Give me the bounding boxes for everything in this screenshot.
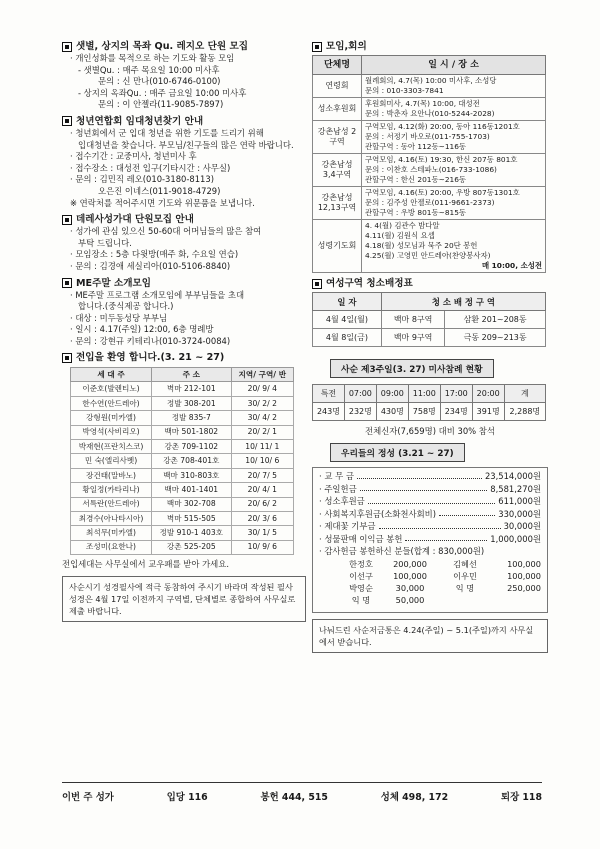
cleaning-section [312, 277, 548, 347]
group-name: 연령회 [313, 75, 362, 98]
attendance-value: 234명 [440, 403, 472, 421]
offering-amount: 1,000,000원 [490, 533, 541, 544]
hymn-label: 이번 주 성가 [62, 792, 114, 803]
text-line: 오은진 이네스(011-9018-4729) [98, 185, 221, 196]
hymn-recessional: 퇴장 118 [501, 792, 542, 803]
meeting-row [313, 98, 546, 121]
meeting-info [362, 98, 546, 121]
welcome-footer: 전입세대는 사무실에서 교우패를 받아 가세요. [62, 559, 230, 570]
square-bullet-icon [62, 215, 72, 225]
offering-row [319, 533, 541, 546]
table-cell: 20/ 6/ 2 [231, 497, 293, 511]
table-cell: 20/ 7/ 5 [231, 468, 293, 482]
table-cell: 백마 310-803호 [152, 468, 232, 482]
table-row [71, 483, 294, 497]
table-cell: 박재현(프란치스코) [71, 440, 152, 454]
table-cell: 장건태(말바노) [71, 468, 152, 482]
group-name: 강촌남성 3,4구역 [313, 154, 362, 187]
table-cell: 10/ 9/ 6 [231, 540, 293, 554]
table-cell: 강촌 708-401호 [152, 454, 232, 468]
table-cell: 백마 501-1802 [152, 425, 232, 439]
text-line: - 샛별Qu. : 매주 목요일 10:00 미사후 [78, 64, 220, 75]
section-title: ME주말 소개모임 [76, 277, 152, 289]
meeting-row [313, 154, 546, 187]
table-cell: 30/ 1/ 5 [231, 526, 293, 540]
info-line: 문의 : 010-3303-7841 [365, 86, 444, 95]
attendance-header: 특전 [313, 385, 345, 403]
table-row [71, 497, 294, 511]
donor-cell: 100,000 [507, 558, 541, 569]
attendance-title: 사순 제3주일(3. 27) 미사참례 현황 [330, 359, 494, 378]
donor-cell: 익 명 [351, 594, 371, 605]
info-line: 매 10:00, 소성전 [481, 261, 542, 270]
text-line: · 성가에 관심 있으신 50-60대 어머님들의 많은 참여 [70, 226, 262, 237]
info-line: 후원회미사, 4.7(목) 10:00, 대성전 [365, 99, 480, 108]
meeting-info [362, 121, 546, 154]
attendance-section [312, 351, 548, 437]
square-bullet-icon [62, 42, 72, 52]
donor-cell [435, 594, 495, 606]
table-cell: 민 숙(엘리사벳) [71, 454, 152, 468]
donor-cell: 100,000 [393, 570, 427, 581]
group-name: 강촌남성 2구역 [313, 121, 362, 154]
text-line: · 일시 : 4.17(주일) 12:00, 6층 명례방 [70, 324, 214, 335]
dotted-leader [360, 483, 488, 492]
table-row [71, 425, 294, 439]
offering-box [312, 467, 548, 613]
group-name: 강촌남성 12,13구역 [313, 187, 362, 220]
hymn-entrance: 입당 116 [166, 792, 208, 803]
table-row [71, 468, 294, 482]
text-line: · 개인성화를 목적으로 하는 기도와 활동 모임 [70, 53, 235, 63]
table-cell: 20/ 3/ 6 [231, 511, 293, 525]
dotted-leader [405, 533, 487, 542]
section-title: 데레사성가대 단원모집 안내 [76, 214, 194, 226]
attendance-header: 20:00 [472, 385, 504, 403]
meeting-info [362, 220, 546, 273]
text-line: · ME주말 프로그램 소개모임에 부부님들을 초대 [70, 289, 245, 300]
attendance-value: 430명 [376, 403, 408, 421]
table-cell: 10/ 10/ 6 [231, 454, 293, 468]
info-line: 월례회의, 4.7(목) 10:00 미사후, 소성당 [365, 76, 497, 85]
table-row [71, 511, 294, 525]
attendance-header: 11:00 [408, 385, 440, 403]
column-header: 주 소 [152, 368, 232, 382]
text-line: - 상지의 옥좌Qu. : 매주 금요일 10:00 미사후 [78, 87, 247, 98]
choir-recruit-section [62, 213, 306, 272]
thanks-line: · 감사헌금 봉헌하신 분들(합계 : 830,000원) [319, 546, 485, 556]
text-line: 문의 : 이 안젤라(11-9085-7897) [98, 99, 224, 110]
square-bullet-icon [62, 116, 72, 126]
offering-name: · 성물판매 이익금 봉헌 [319, 533, 403, 544]
column-header: 일 시 / 장 소 [362, 56, 546, 75]
info-line: 관할구역 : 우방 801동~815동 [365, 208, 467, 217]
attendance-header: 09:00 [376, 385, 408, 403]
meeting-info [362, 154, 546, 187]
meeting-info [362, 75, 546, 98]
table-cell: 정발 910-1 403호 [152, 526, 232, 540]
offering-amount: 8,581,270원 [490, 483, 541, 494]
offering-amount: 330,000원 [498, 508, 541, 519]
table-cell: 백마 302-708 [152, 497, 232, 511]
attendance-value: 758명 [408, 403, 440, 421]
text-line: · 문의 : 김민직 레오(010-3180-8113) [70, 174, 214, 185]
table-row [71, 440, 294, 454]
section-title: 청년연합회 임대청년찾기 안내 [76, 115, 204, 127]
offering-row [319, 483, 541, 496]
offering-name: · 교 무 금 [319, 471, 354, 481]
info-line: 문의 : 김주성 안젤로(011-9661-2373) [365, 198, 495, 207]
table-cell: 한수연(안드레아) [71, 396, 152, 410]
square-bullet-icon [62, 278, 72, 288]
table-cell: 4월 8일(금) [313, 329, 382, 347]
table-cell: 백마 9구역 [381, 329, 444, 347]
table-cell: 강형원(미카엘) [71, 411, 152, 425]
square-bullet-icon [312, 279, 322, 289]
cleaning-table [312, 292, 546, 347]
donor-cell: 박영순 [349, 582, 373, 593]
meeting-section [312, 40, 548, 273]
text-line: · 청년회에서 군 입대 청년을 위한 기도를 드리기 위해 [70, 127, 264, 138]
column-header: 단체명 [313, 56, 362, 75]
attendance-header: 17:00 [440, 385, 472, 403]
section-title: 모임,회의 [326, 41, 367, 52]
info-line: 문의 : 이찬호 스테파노(016-733-1086) [365, 165, 497, 174]
donor-cell: 김혜선 [453, 558, 477, 569]
text-line: ※ 연락처를 적어주시면 기도와 위문품을 보냅니다. [70, 197, 255, 208]
table-row [71, 454, 294, 468]
donor-cell: 이우민 [453, 570, 477, 581]
hymn-communion: 성체 498, 172 [380, 792, 449, 803]
donor-cell: 30,000 [395, 582, 425, 593]
donor-grid [337, 558, 541, 606]
table-cell: 30/ 4/ 2 [231, 411, 293, 425]
cleaning-row [313, 329, 546, 347]
info-line: 문의 : 박춘자 요안나(010-5244-2028) [365, 109, 495, 118]
table-row [71, 411, 294, 425]
table-cell: 정발 308-201 [152, 396, 232, 410]
left-column [62, 40, 306, 622]
table-cell: 박영석(사비리오) [71, 425, 152, 439]
column-header: 지역/ 구역/ 반 [231, 368, 293, 382]
attendance-header: 07:00 [344, 385, 376, 403]
meeting-row [313, 187, 546, 220]
text-line: · 접수장소 : 대성전 입구(기타시간 : 사무실) [70, 162, 231, 173]
table-cell: 삼환 201~208동 [445, 311, 546, 329]
square-bullet-icon [62, 353, 72, 363]
table-row [71, 396, 294, 410]
table-row [71, 540, 294, 554]
lent-savings-notice: 나눠드린 사순저금통은 4.24(주일) ~ 5.1(주일)까지 사무실에서 받습니다. [312, 619, 548, 653]
table-cell: 벽마 515-505 [152, 511, 232, 525]
text-line: 부탁 드립니다. [78, 237, 132, 248]
info-line: 구역모임, 4.12(화) 20:00, 동아 116동1201호 [365, 122, 520, 131]
table-cell: 30/ 2/ 2 [231, 396, 293, 410]
bible-copy-notice: 사순시기 성경필사에 적극 동참하여 주시기 바라며 작성된 필사성경은 4월 17일 이전까지 구역별, 단체별로 종합하여 사무실로 제출 바랍니다. [62, 576, 306, 622]
text-line: 합니다.(중식제공 합니다.) [78, 301, 174, 312]
offering-amount: 23,514,000원 [484, 471, 541, 481]
attendance-value: 243명 [313, 403, 345, 421]
table-cell: 4월 4일(월) [313, 311, 382, 329]
text-line: · 모임장소 : 5층 다윗방(매주 화, 수요일 연습) [70, 249, 239, 260]
donor-cell: 100,000 [507, 570, 541, 581]
me-weekend-section [62, 277, 306, 348]
table-cell: 이준호(발렌티노) [71, 382, 152, 396]
attendance-header: 계 [504, 385, 545, 403]
hymn-offertory: 봉헌 444, 515 [260, 792, 328, 803]
table-cell: 최경수(아나타시아) [71, 511, 152, 525]
info-line: 4.18(월) 성모님과 묵주 20단 봉헌 [365, 241, 478, 250]
dotted-leader [439, 508, 495, 517]
dotted-leader [357, 470, 482, 479]
text-line: 입대청년을 찾습니다. 부모님/친구들의 많은 연락 바랍니다. [78, 139, 294, 150]
info-line: 구역모임, 4.16(토) 19:30, 한신 207동 801호 [365, 155, 518, 164]
section-title: 샛별, 상지의 목좌 Qu. 레지오 단원 모집 [76, 41, 249, 52]
info-line: 구역모임, 4.16(토) 20:00, 우방 807동1301호 [365, 188, 520, 197]
attendance-value: 2,288명 [504, 403, 545, 421]
table-cell: 강촌 709-1102 [152, 440, 232, 454]
table-cell: 20/ 4/ 1 [231, 483, 293, 497]
cleaning-row [313, 311, 546, 329]
dotted-leader [379, 520, 501, 529]
meeting-info [362, 187, 546, 220]
table-cell: 황일정(카타리나) [71, 483, 152, 497]
text-line: · 문의 : 김경애 세실리아(010-5106-8840) [70, 260, 231, 271]
offering-amount: 30,000원 [503, 521, 541, 531]
offering-row [319, 508, 541, 521]
info-line: 관할구역 : 동아 112동~116동 [365, 142, 467, 151]
attendance-value: 232명 [344, 403, 376, 421]
donor-cell: 50,000 [395, 594, 425, 605]
group-name: 성소후원회 [313, 98, 362, 121]
column-header: 일 자 [313, 293, 382, 311]
donor-cell: 한정호 [349, 558, 373, 569]
table-cell: 20/ 9/ 4 [231, 382, 293, 396]
offering-name: · 주일헌금 [319, 483, 357, 494]
right-column [312, 40, 548, 653]
info-line: 4.11(월) 김원식 요셉 [365, 231, 435, 240]
info-line: 4.25(월) 고영민 안드레아(찬양봉사자) [365, 251, 491, 260]
offering-row [319, 470, 541, 483]
offering-name: · 제대꽃 기부금 [319, 521, 376, 531]
offering-name: · 사회복지후원금(소화천사회비) [319, 508, 437, 519]
table-cell: 서특란(안드레아) [71, 497, 152, 511]
welcome-section [62, 351, 306, 570]
table-cell: 최석무(미카엘) [71, 526, 152, 540]
table-cell: 20/ 2/ 1 [231, 425, 293, 439]
table-cell: 강촌 525-205 [152, 540, 232, 554]
donor-cell: 200,000 [393, 558, 427, 569]
text-line: · 대상 : 미두동성당 부부님 [70, 312, 168, 323]
table-cell: 10/ 11/ 1 [231, 440, 293, 454]
youth-soldier-section [62, 115, 306, 209]
table-row [71, 526, 294, 540]
welcome-table [70, 367, 294, 555]
section-title: 전입을 환영 합니다.(3. 21 ~ 27) [76, 352, 225, 364]
offering-amount: 611,000원 [498, 496, 541, 506]
offering-row [319, 495, 541, 508]
table-row [71, 382, 294, 396]
table-cell: 백마 401-1401 [152, 483, 232, 497]
donor-cell [497, 594, 551, 606]
table-cell: 조성미(요한나) [71, 540, 152, 554]
table-cell: 벽마 212-101 [152, 382, 232, 396]
donor-cell: 이선구 [349, 570, 373, 581]
offering-section [312, 441, 548, 613]
attendance-value: 391명 [472, 403, 504, 421]
column-header: 청 소 배 정 구 역 [381, 293, 545, 311]
donor-cell: 250,000 [507, 582, 541, 593]
column-header: 세 대 주 [71, 368, 152, 382]
table-cell: 백마 8구역 [381, 311, 444, 329]
offering-title: 우리들의 정성 (3.21 ~ 27) [330, 443, 465, 462]
text-line: · 접수기간 : 교중미사, 청년미사 후 [70, 151, 197, 162]
info-line: 문의 : 서정기 바오로(011-755-1703) [365, 132, 490, 141]
meeting-row [313, 220, 546, 273]
group-name: 성령기도회 [313, 220, 362, 273]
offering-row [319, 520, 541, 533]
text-line: · 문의 : 강현규 키테리나(010-3724-0084) [70, 335, 231, 346]
info-line: 관할구역 : 한신 201동~216동 [365, 175, 467, 184]
meeting-table [312, 55, 546, 273]
dotted-leader [368, 495, 495, 504]
attendance-table [312, 384, 546, 421]
meeting-row [313, 75, 546, 98]
table-cell: 극동 209~213동 [445, 329, 546, 347]
square-bullet-icon [312, 42, 322, 52]
meeting-row [313, 121, 546, 154]
section-title: 여성구역 청소배정표 [326, 278, 413, 289]
offering-name: · 성소후원금 [319, 496, 365, 506]
attendance-total: 전체신자(7,659명) 대비 30% 참석 [365, 426, 495, 436]
table-cell: 정발 835-7 [152, 411, 232, 425]
info-line: 4. 4(월) 김관수 밤다알 [365, 221, 440, 230]
text-line: 문의 : 신 만나(010-6746-0100) [98, 76, 221, 87]
donor-cell: 익 명 [455, 582, 475, 593]
legio-recruit-section [62, 40, 306, 111]
hymn-line [62, 782, 542, 803]
